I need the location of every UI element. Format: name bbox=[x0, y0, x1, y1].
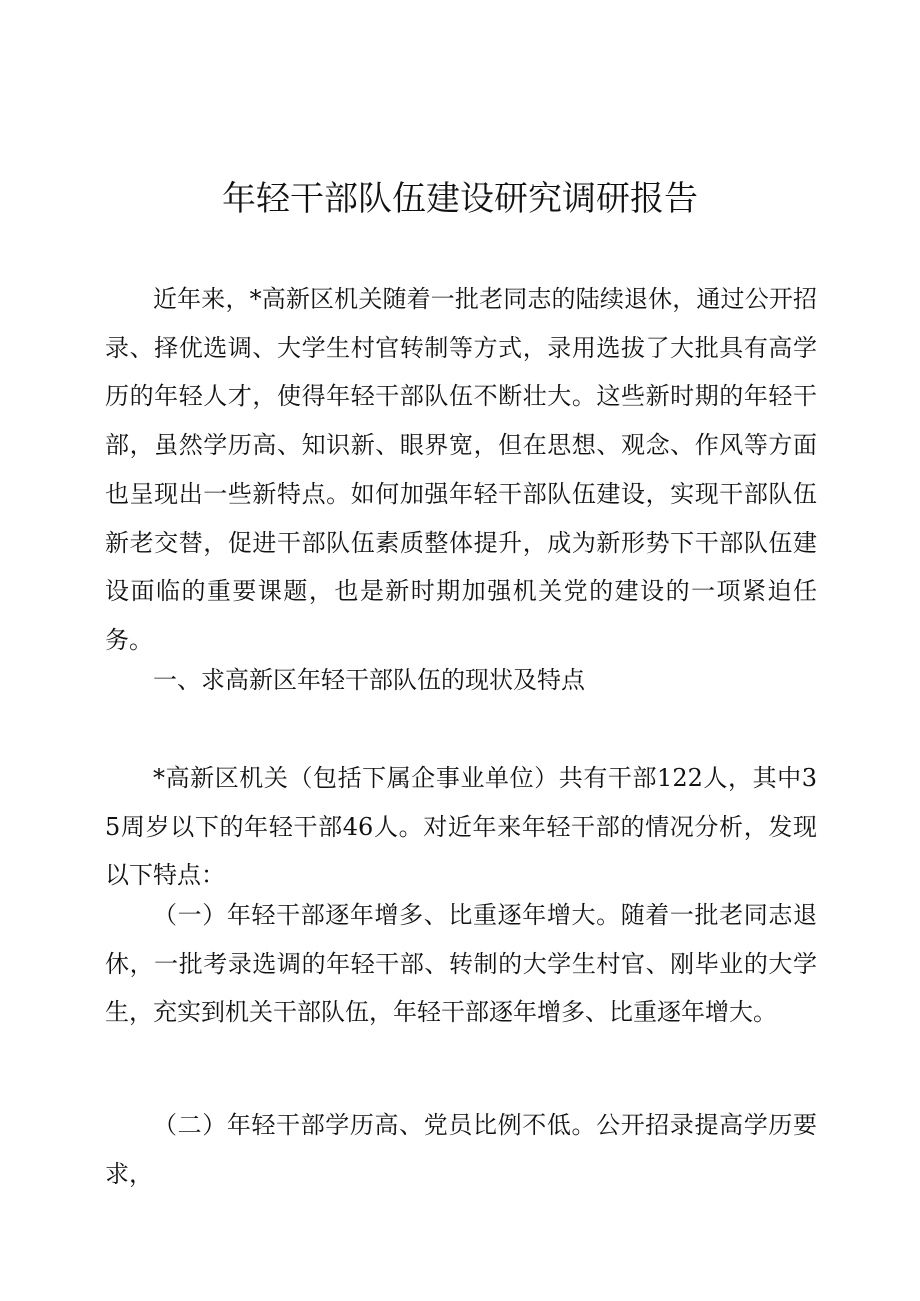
paragraph-point-2: （二）年轻干部学历高、党员比例不低。公开招录提高学历要求， bbox=[105, 1111, 817, 1188]
paragraph-point-1: （一）年轻干部逐年增多、比重逐年增大。随着一批老同志退休，一批考录选调的年轻干部、转制的大学生村官、刚毕业的大学生，充实到机关干部队伍，年轻干部逐年增多、比重逐年增大。 bbox=[105, 901, 817, 1027]
section-heading-1: 一、求高新区年轻干部队伍的现状及特点 bbox=[153, 666, 585, 694]
paragraph-intro: 近年来，*高新区机关随着一批老同志的陆续退休，通过公开招录、择优选调、大学生村官转制等方式，录用选拔了大批具有高学历的年轻人才，使得年轻干部队伍不断壮大。这些新时期的年轻干部，虽然学历高、知识新、眼界宽，但在思想、观念、作风等方面也呈现出一些新特点。如何加强年轻干部队伍建设，实现干部队伍新老交替，促进干部队伍素质整体提升，成为新形势下干部队伍建设面临的重要课题，也是新时期加强机关党的建设的一项紧迫任务。 bbox=[105, 285, 817, 654]
document-title: 年轻干部队伍建设研究调研报告 bbox=[222, 179, 698, 219]
paragraph-statistics: *高新区机关（包括下属企事业单位）共有干部122人，其中35周岁以下的年轻干部46人。对近年来年轻干部的情况分析，发现以下特点： bbox=[105, 764, 817, 890]
